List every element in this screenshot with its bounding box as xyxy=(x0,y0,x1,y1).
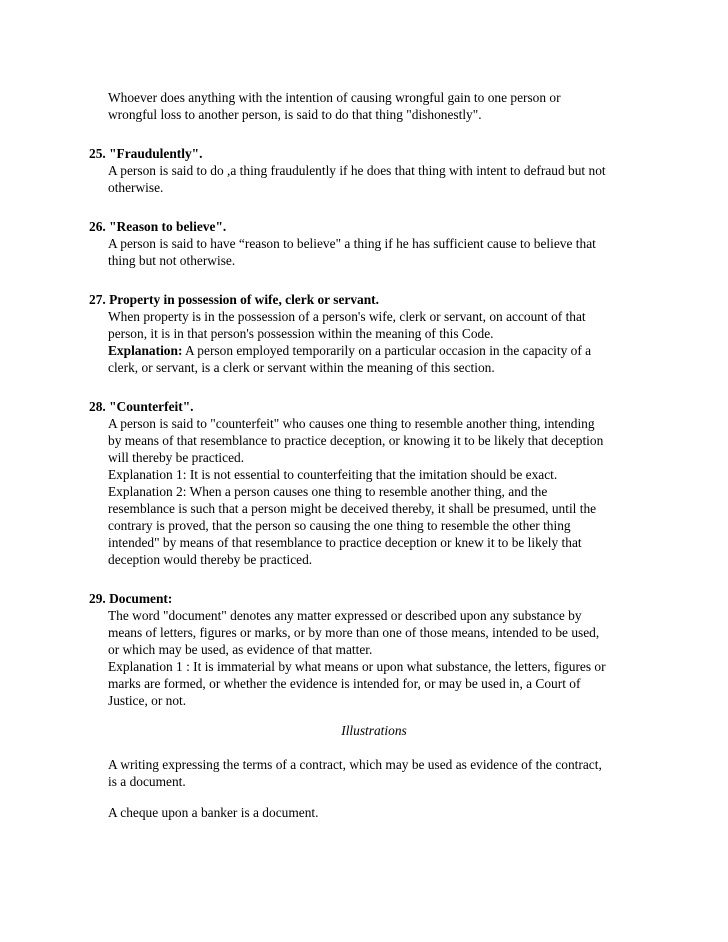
section-26-line: thing but not otherwise. xyxy=(108,253,236,268)
section-27-line: clerk, or servant, is a clerk or servant within the meaning of this section. xyxy=(108,360,495,375)
section-25-line: A person is said to do ,a thing fraudulently if he does that thing with intent to defraud but not xyxy=(108,163,606,178)
section-28-line: A person is said to "counterfeit" who causes one thing to resemble another thing, intending xyxy=(108,416,595,431)
section-26-line: A person is said to have “reason to believe" a thing if he has sufficient cause to believe that xyxy=(108,236,596,251)
section-29-line: means of letters, figures or marks, or by more than one of those means, intended to be used, xyxy=(108,625,600,640)
illustrations-title: Illustrations xyxy=(341,723,407,738)
explanation-text: A person employed temporarily on a particular occasion in the capacity of a xyxy=(182,343,592,358)
section-27-heading: 27. Property in possession of wife, clerk or servant. xyxy=(89,292,379,307)
section-28-line: by means of that resemblance to practice deception, or knowing it to be likely that deception xyxy=(108,433,604,448)
section-29-line: Justice, or not. xyxy=(108,693,187,708)
section-28-line: deception would thereby be practiced. xyxy=(108,552,313,567)
section-28-heading: 28. "Counterfeit". xyxy=(89,399,194,414)
illustration-line: A cheque upon a banker is a document. xyxy=(108,805,319,820)
intro-line: Whoever does anything with the intention of causing wrongful gain to one person or xyxy=(108,90,561,105)
section-25-heading: 25. "Fraudulently". xyxy=(89,146,203,161)
section-29-line: Explanation 1 : It is immaterial by what means or upon what substance, the letters, figures or xyxy=(108,659,606,674)
section-29-heading: 29. Document: xyxy=(89,591,173,606)
section-28-line: intended" by means of that resemblance to practice deception or knew it to be likely that xyxy=(108,535,582,550)
section-27-line: person, it is in that person's possession within the meaning of this Code. xyxy=(108,326,494,341)
section-27-explanation xyxy=(108,342,591,359)
section-27-line: When property is in the possession of a person's wife, clerk or servant, on account of that xyxy=(108,309,586,324)
illustration-line: is a document. xyxy=(108,774,186,789)
section-28-line: Explanation 1: It is not essential to counterfeiting that the imitation should be exact. xyxy=(108,467,558,482)
section-25-line: otherwise. xyxy=(108,180,164,195)
section-28-line: Explanation 2: When a person causes one thing to resemble another thing, and the xyxy=(108,484,548,499)
section-26-heading: 26. "Reason to believe". xyxy=(89,219,227,234)
explanation-label: Explanation: xyxy=(108,343,183,358)
section-28-line: contrary is proved, that the person so causing the one thing to resemble the other thing xyxy=(108,518,571,533)
section-29-line: marks are formed, or whether the evidence is intended for, or may be used in, a Court of xyxy=(108,676,581,691)
section-29-line: The word "document" denotes any matter expressed or described upon any substance by xyxy=(108,608,582,623)
intro-line: wrongful loss to another person, is said to do that thing "dishonestly". xyxy=(108,107,482,122)
section-29-line: or which may be used, as evidence of that matter. xyxy=(108,642,373,657)
illustration-line: A writing expressing the terms of a contract, which may be used as evidence of the contract, xyxy=(108,757,602,772)
section-28-line: resemblance is such that a person might be deceived thereby, it shall be presumed, until the xyxy=(108,501,597,516)
section-28-line: will thereby be practiced. xyxy=(108,450,245,465)
